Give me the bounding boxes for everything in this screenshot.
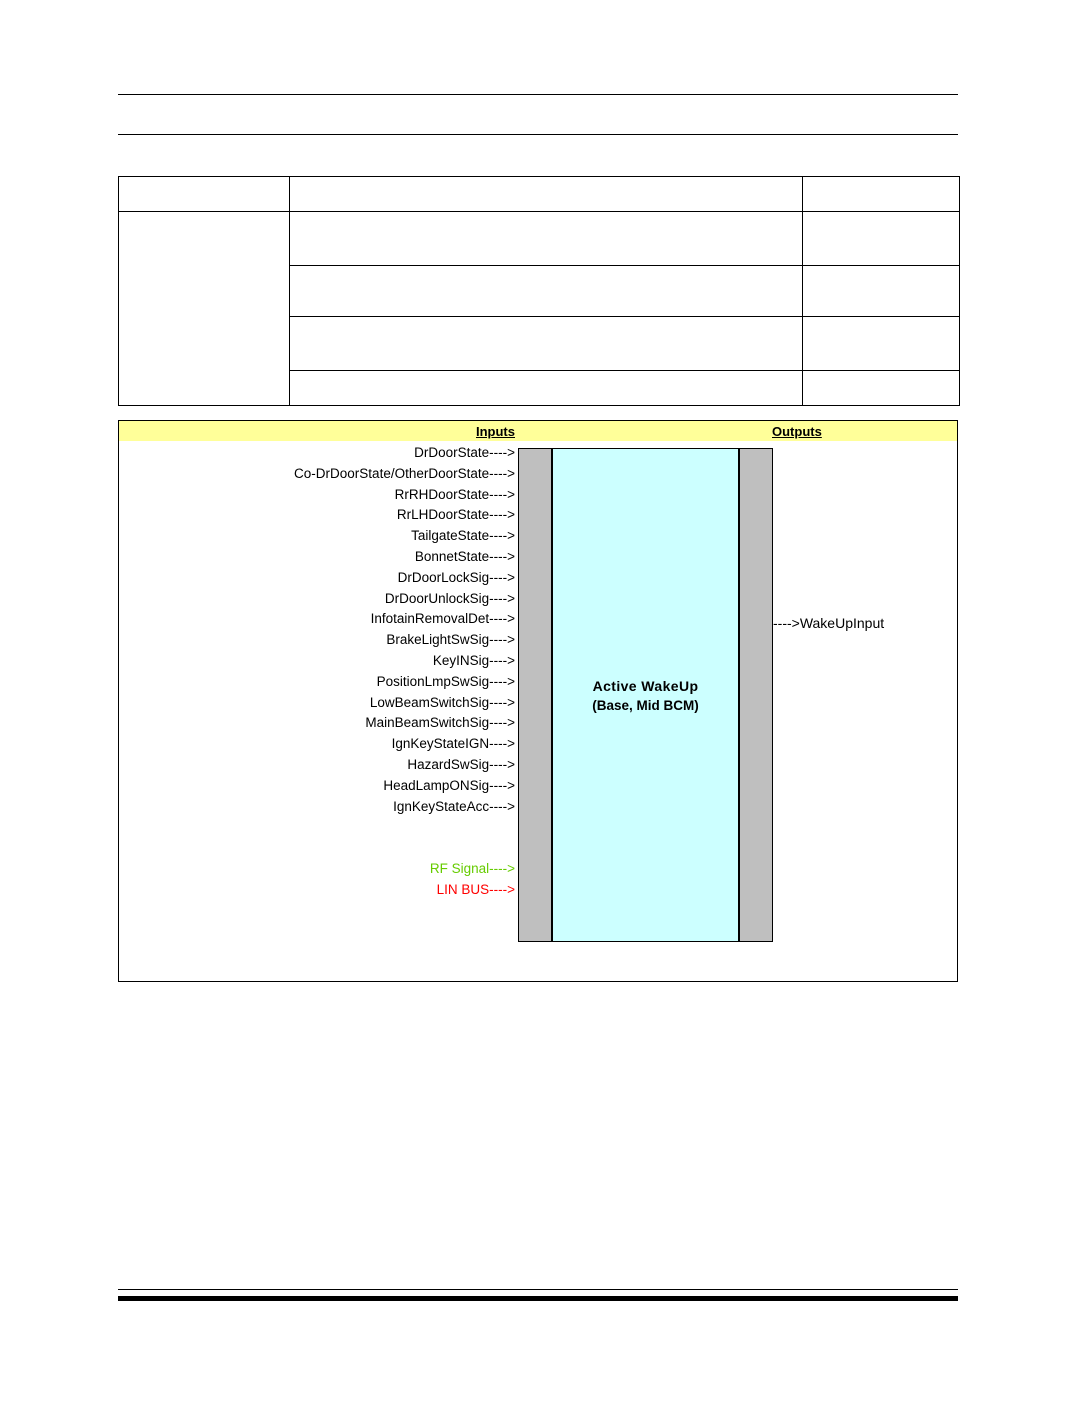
input-signal: IgnKeyStateAcc----> xyxy=(393,798,515,814)
table-cell xyxy=(119,212,290,406)
module-title: Active WakeUp xyxy=(592,677,699,694)
module-left-bar xyxy=(518,448,552,942)
input-signal: Co-DrDoorState/OtherDoorState----> xyxy=(294,465,515,481)
diagram-banner xyxy=(119,421,957,441)
top-table xyxy=(118,176,960,406)
module-core xyxy=(552,448,739,942)
input-signal: HeadLampONSig----> xyxy=(383,777,515,793)
header-rule-bottom xyxy=(118,134,958,135)
input-signal: HazardSwSig----> xyxy=(407,756,515,772)
table-row xyxy=(119,212,960,266)
input-signal: LowBeamSwitchSig----> xyxy=(369,694,515,710)
input-signal: PositionLmpSwSig----> xyxy=(376,673,515,689)
header-rule-top xyxy=(118,94,958,95)
input-signal: DrDoorLockSig----> xyxy=(397,569,515,585)
module-subtitle: (Base, Mid BCM) xyxy=(592,697,699,713)
input-signal: DrDoorState----> xyxy=(414,445,515,460)
table-cell xyxy=(290,177,803,212)
input-signal: TailgateState----> xyxy=(411,528,515,544)
banner-spacer xyxy=(517,421,769,441)
table-cell xyxy=(803,371,960,406)
table-cell xyxy=(803,317,960,371)
inputs-spacer xyxy=(119,817,517,859)
table-cell xyxy=(803,212,960,266)
input-signal: MainBeamSwitchSig----> xyxy=(365,715,515,731)
outputs-list xyxy=(771,613,959,633)
table-cell xyxy=(803,266,960,317)
output-signal: ---->WakeUpInput xyxy=(773,615,885,631)
input-signal-lin: LIN BUS----> xyxy=(436,882,515,898)
table-cell xyxy=(290,317,803,371)
table-cell xyxy=(803,177,960,212)
module-block xyxy=(518,448,773,942)
outputs-header-cell xyxy=(769,421,957,441)
block-diagram xyxy=(118,420,958,982)
inputs-header-label: Inputs xyxy=(476,423,515,439)
inputs-list xyxy=(119,443,517,901)
table-cell xyxy=(119,177,290,212)
input-signal: BonnetState----> xyxy=(414,548,515,564)
inputs-header-cell xyxy=(119,421,517,441)
input-signal: KeyINSig----> xyxy=(432,652,515,668)
module-right-bar xyxy=(739,448,773,942)
table-row xyxy=(119,177,960,212)
footer-rule-thin xyxy=(118,1289,958,1290)
table-cell xyxy=(290,371,803,406)
input-signal: BrakeLightSwSig----> xyxy=(386,632,515,648)
input-signal-rf: RF Signal----> xyxy=(429,861,515,877)
input-signal: DrDoorUnlockSig----> xyxy=(384,590,515,606)
input-signal: RrRHDoorState----> xyxy=(394,486,515,502)
input-signal: InfotainRemovalDet----> xyxy=(370,611,515,627)
footer-rule-thick xyxy=(118,1296,958,1301)
input-signal: RrLHDoorState----> xyxy=(396,507,515,523)
input-signal: IgnKeyStateIGN----> xyxy=(391,736,515,752)
table-cell xyxy=(290,266,803,317)
table-cell xyxy=(290,212,803,266)
outputs-header-label: Outputs xyxy=(772,423,822,439)
